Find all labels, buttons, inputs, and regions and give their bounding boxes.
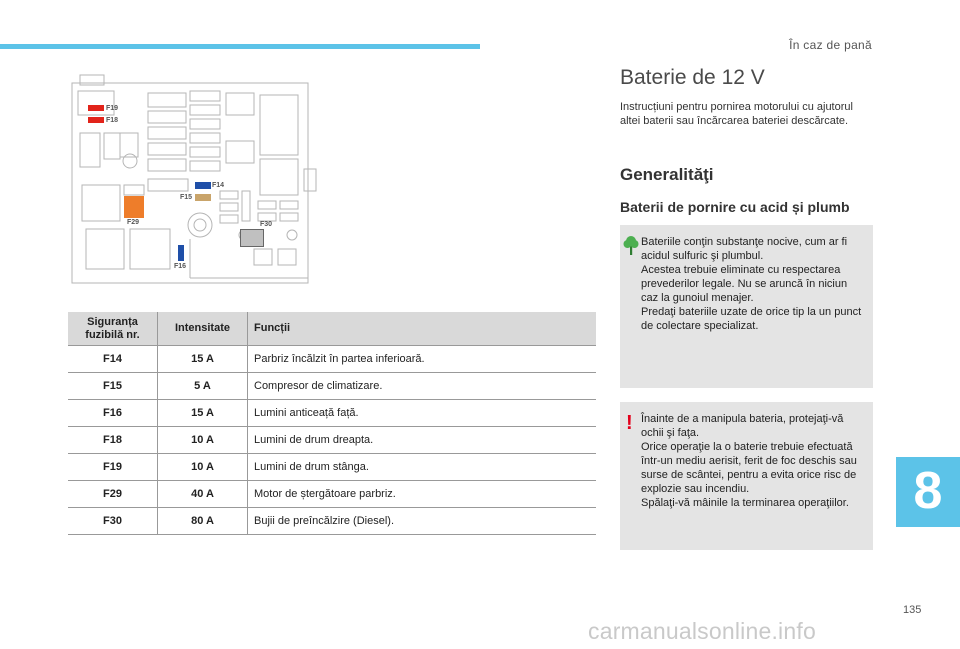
cell-fuse: F16 <box>68 400 158 427</box>
fuse-f16 <box>178 245 184 261</box>
cell-function: Motor de ștergătoare parbriz. <box>248 481 597 508</box>
cell-intensity: 15 A <box>158 346 248 373</box>
fuse-f18 <box>88 117 104 123</box>
subsection-title-lead-acid: Baterii de pornire cu acid și plumb <box>620 199 850 215</box>
warning-line: Orice operaţie la o baterie trebuie efectuată într-un mediu aerisit, ferit de foc deschis sau surse de scântei, pentru a evita orice risc de explozie sau incendiu. <box>641 441 857 495</box>
environment-note-box <box>620 225 873 388</box>
cell-fuse: F14 <box>68 346 158 373</box>
fuse-f30 <box>240 229 264 247</box>
page-title: Baterie de 12 V <box>620 66 765 89</box>
table-header-row <box>68 312 596 346</box>
label-f14: F14 <box>212 182 225 189</box>
warning-line: Spălaţi-vă mâinile la terminarea operaţiilor. <box>641 497 849 509</box>
intro-paragraph: Instrucțiuni pentru pornirea motorului cu ajutorul altei baterii sau încărcarea bateriei descărcate. <box>620 101 853 127</box>
table-row <box>68 481 596 508</box>
cell-fuse: F30 <box>68 508 158 535</box>
cell-fuse: F29 <box>68 481 158 508</box>
env-note-line: Bateriile conţin substanţe nocive, cum ar fi acidul sulfuric şi plumbul. <box>641 236 848 262</box>
table-row <box>68 508 596 535</box>
fuse-f15 <box>195 194 211 201</box>
env-note-line: Acestea trebuie eliminate cu respectarea prevederilor legale. Nu se aruncă în niciun caz la gunoiul menajer. <box>641 264 848 304</box>
cell-function: Compresor de climatizare. <box>248 373 597 400</box>
tree-icon <box>623 235 639 255</box>
fuse-table <box>68 312 596 535</box>
section-title-general: Generalităţi <box>620 165 714 184</box>
table-row <box>68 454 596 481</box>
environment-note-text <box>641 235 867 333</box>
label-f19: F19 <box>106 105 119 112</box>
col-header-fuse: Siguranța fuzibilă nr. <box>68 312 158 346</box>
cell-intensity: 40 A <box>158 481 248 508</box>
cell-function: Parbriz încălzit în partea inferioară. <box>248 346 597 373</box>
table-row <box>68 373 596 400</box>
page-number: 135 <box>903 604 922 616</box>
warning-line: Înainte de a manipula bateria, protejaţi-vă ochii şi faţa. <box>641 413 844 439</box>
cell-intensity: 10 A <box>158 454 248 481</box>
top-accent-bar <box>0 44 480 49</box>
warning-icon: ! <box>626 412 633 434</box>
cell-function: Lumini de drum dreapta. <box>248 427 597 454</box>
chapter-number: 8 <box>913 462 943 520</box>
label-f18: F18 <box>106 117 119 124</box>
col-header-intensity: Intensitate <box>158 312 248 346</box>
cell-intensity: 5 A <box>158 373 248 400</box>
cell-fuse: F18 <box>68 427 158 454</box>
chapter-tab <box>896 457 960 527</box>
cell-intensity: 80 A <box>158 508 248 535</box>
col-header-functions: Funcții <box>248 312 597 346</box>
table-row <box>68 427 596 454</box>
cell-function: Lumini anticeață față. <box>248 400 597 427</box>
label-f30: F30 <box>260 221 273 228</box>
cell-fuse: F19 <box>68 454 158 481</box>
label-f15: F15 <box>180 194 193 201</box>
warning-text <box>641 412 867 510</box>
cell-intensity: 15 A <box>158 400 248 427</box>
fuse-f14 <box>195 182 211 189</box>
cell-function: Lumini de drum stânga. <box>248 454 597 481</box>
cell-fuse: F15 <box>68 373 158 400</box>
env-note-line: Predaţi bateriile uzate de orice tip la un punct de colectare specializat. <box>641 306 862 332</box>
table-row <box>68 400 596 427</box>
watermark: carmanualsonline.info <box>588 618 816 644</box>
cell-function: Bujii de preîncălzire (Diesel). <box>248 508 597 535</box>
label-f16: F16 <box>174 263 187 270</box>
fuse-f29 <box>124 196 144 218</box>
section-heading: În caz de pană <box>789 38 872 52</box>
table-row <box>68 346 596 373</box>
warning-box <box>620 402 873 550</box>
cell-intensity: 10 A <box>158 427 248 454</box>
label-f29: F29 <box>127 219 140 226</box>
fuse-f19 <box>88 105 104 111</box>
fuse-box-diagram <box>68 73 328 293</box>
